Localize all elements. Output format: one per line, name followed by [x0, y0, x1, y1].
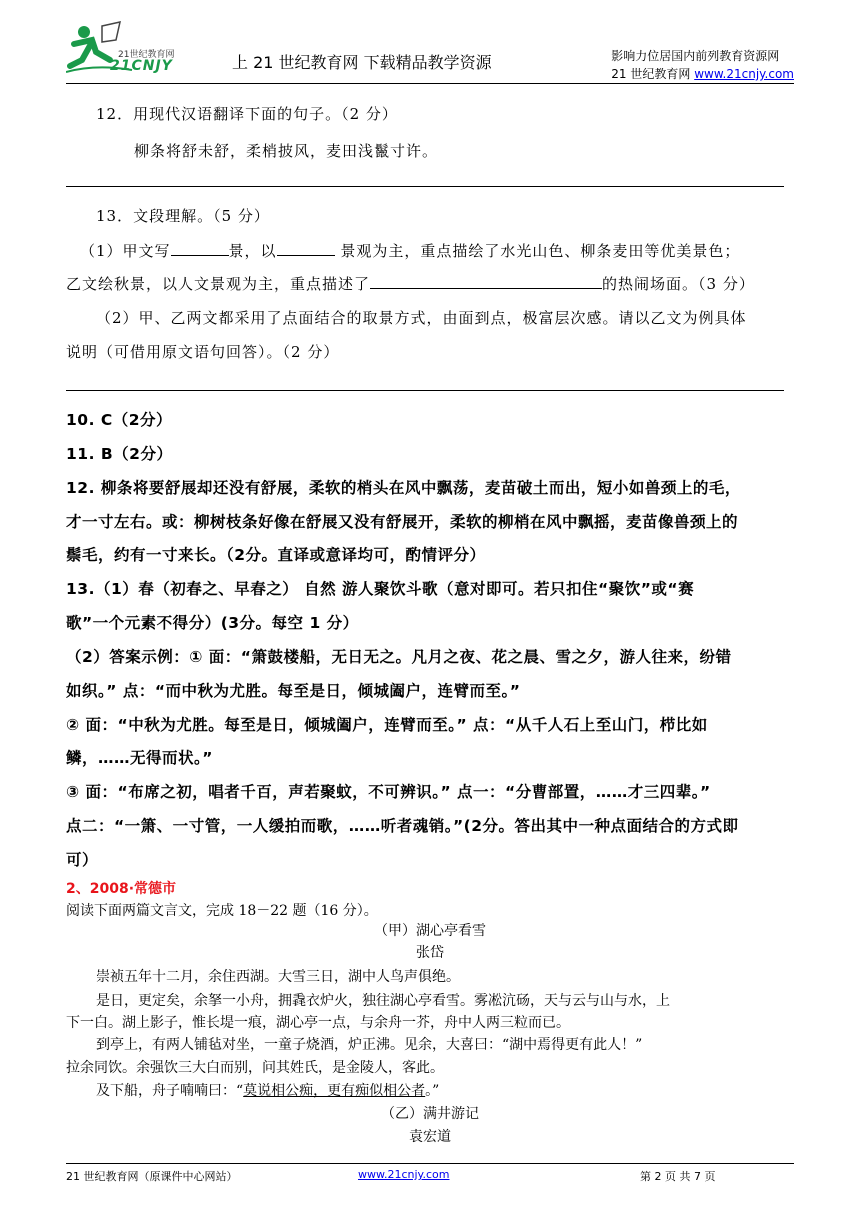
page-header — [0, 0, 860, 88]
section-intro: 阅读下面两篇文言文，完成 18－22 题（16 分）。 — [66, 903, 378, 919]
answer-line: 才一寸左右。或：柳树枝条好像在舒展又没有舒展开，柔软的柳梢在风中飘摇，麦苗像兽颈上的 — [66, 513, 739, 531]
header-site-prefix: 21 世纪教育网 — [611, 67, 695, 81]
header-site-link[interactable]: www.21cnjy.com — [694, 67, 794, 81]
header-info — [611, 47, 794, 83]
q12-answer-line[interactable] — [66, 186, 784, 187]
header-site-line — [611, 65, 794, 83]
section-heading: 2、2008·常德市 — [66, 881, 177, 897]
answer-line: ③ 面：“布席之初，唱者千百，声若聚蚊，不可辨识。” 点一：“分曹部置，……才三四辈。” — [66, 783, 711, 801]
q13-1-text-a: （1）甲文写 — [80, 242, 171, 260]
footer-link[interactable]: www.21cnjy.com — [358, 1168, 450, 1181]
answer-line: 鳞，……无得而状。” — [66, 749, 213, 767]
logo-brand-text: 21CNJY — [110, 58, 173, 74]
header-tagline: 影响力位居国内前列教育资源网 — [611, 49, 780, 63]
answer-line: （2）答案示例：① 面：“箫鼓楼船，无日无之。凡月之夜、花之晨、雪之夕，游人往来，纷错 — [66, 648, 732, 666]
site-logo[interactable] — [66, 20, 176, 80]
q13-1-text-d: 乙文绘秋景，以人文景观为主，重点描述了 — [66, 275, 371, 293]
para4-suffix: 。” — [425, 1083, 440, 1099]
answer-line: 11. B（2分） — [66, 445, 173, 463]
q13-answer-line[interactable] — [66, 390, 784, 391]
q13-part1-line2 — [66, 273, 794, 294]
blank-1[interactable] — [171, 241, 229, 256]
logo-caption: 21世纪教育网 — [118, 50, 175, 60]
q12-sentence: 柳条将舒未舒，柔梢披风，麦田浅鬣寸许。 — [134, 142, 439, 160]
answer-line: 10. C（2分） — [66, 411, 173, 429]
text-a-para3-line2: 拉余同饮。余强饮三大白而别，问其姓氏，是金陵人，客此。 — [66, 1060, 444, 1076]
blank-3[interactable] — [370, 274, 602, 289]
text-a-para2-line1: 是日，更定矣，余拏一小舟，拥毳衣炉火，独往湖心亭看雪。雾凇沆砀，天与云与山与水，上 — [96, 993, 670, 1009]
footer-divider — [66, 1163, 794, 1164]
answer-line: 13.（1）春（初春之、早春之） 自然 游人聚饮斗歌（意对即可。若只扣住“聚饮”或“赛 — [66, 580, 695, 598]
q12-title: 12．用现代汉语翻译下面的句子。（2 分） — [96, 105, 398, 123]
answer-line: ② 面：“中秋为尤胜。每至是日，倾城阖户，连臂而至。” 点：“从千人石上至山门，栉比如 — [66, 716, 708, 734]
para4-prefix: 及下船，舟子喃喃曰：“ — [96, 1083, 244, 1099]
para4-underlined-quote: 莫说相公痴，更有痴似相公者 — [243, 1083, 426, 1099]
text-a-title: （甲）湖心亭看雪 — [374, 923, 486, 939]
text-a-para1: 崇祯五年十二月，余住西湖。大雪三日，湖中人鸟声俱绝。 — [96, 969, 460, 985]
blank-2[interactable] — [277, 241, 335, 256]
footer-center — [358, 1168, 449, 1181]
header-divider — [66, 83, 794, 84]
text-a-para2-line2: 下一白。湖上影子，惟长堤一痕，湖心亭一点，与余舟一芥，舟中人两三粒而已。 — [66, 1015, 570, 1031]
answer-line: 可） — [66, 851, 99, 869]
text-b-title: （乙）满井游记 — [381, 1106, 479, 1122]
q13-1-text-b: 景，以 — [228, 242, 277, 260]
q13-part2-line2: 说明（可借用原文语句回答）。（2 分） — [66, 343, 340, 361]
text-a-author: 张岱 — [416, 945, 444, 961]
page-number: 第 2 页 共 7 页 — [640, 1170, 716, 1183]
q13-title: 13．文段理解。（5 分） — [96, 207, 270, 225]
answer-line: 鬃毛，约有一寸来长。（2分。直译或意译均可，酌情评分） — [66, 546, 486, 564]
q13-part1-line1 — [80, 240, 794, 261]
text-b-author: 袁宏道 — [409, 1129, 451, 1145]
footer-left: 21 世纪教育网（原课件中心网站） — [66, 1170, 238, 1183]
header-slogan: 上 21 世纪教育网 下载精品教学资源 — [232, 53, 492, 72]
q13-1-text-e: 的热闹场面。（3 分） — [602, 275, 755, 293]
answer-line: 12. 柳条将要舒展却还没有舒展，柔软的梢头在风中飘荡，麦苗破土而出，短小如兽颈上的毛， — [66, 479, 741, 497]
q13-part2-line1: （2）甲、乙两文都采用了点面结合的取景方式，由面到点，极富层次感。请以乙文为例具体 — [96, 309, 747, 327]
q13-1-text-c: 景观为主，重点描绘了水光山色、柳条麦田等优美景色； — [340, 242, 741, 260]
answer-line: 点二：“一箫、一寸管，一人缓拍而歌，……听者魂销。”(2分。答出其中一种点面结合的方式即 — [66, 817, 739, 835]
text-a-para3-line1: 到亭上，有两人铺毡对坐，一童子烧酒，炉正沸。见余，大喜曰：“湖中焉得更有此人！” — [96, 1037, 643, 1053]
answer-line: 如织。” 点：“而中秋为尤胜。每至是日，倾城阖户，连臂而至。” — [66, 682, 521, 700]
answer-line: 歌”一个元素不得分）(3分。每空 1 分） — [66, 614, 359, 632]
text-a-para4 — [96, 1080, 794, 1100]
